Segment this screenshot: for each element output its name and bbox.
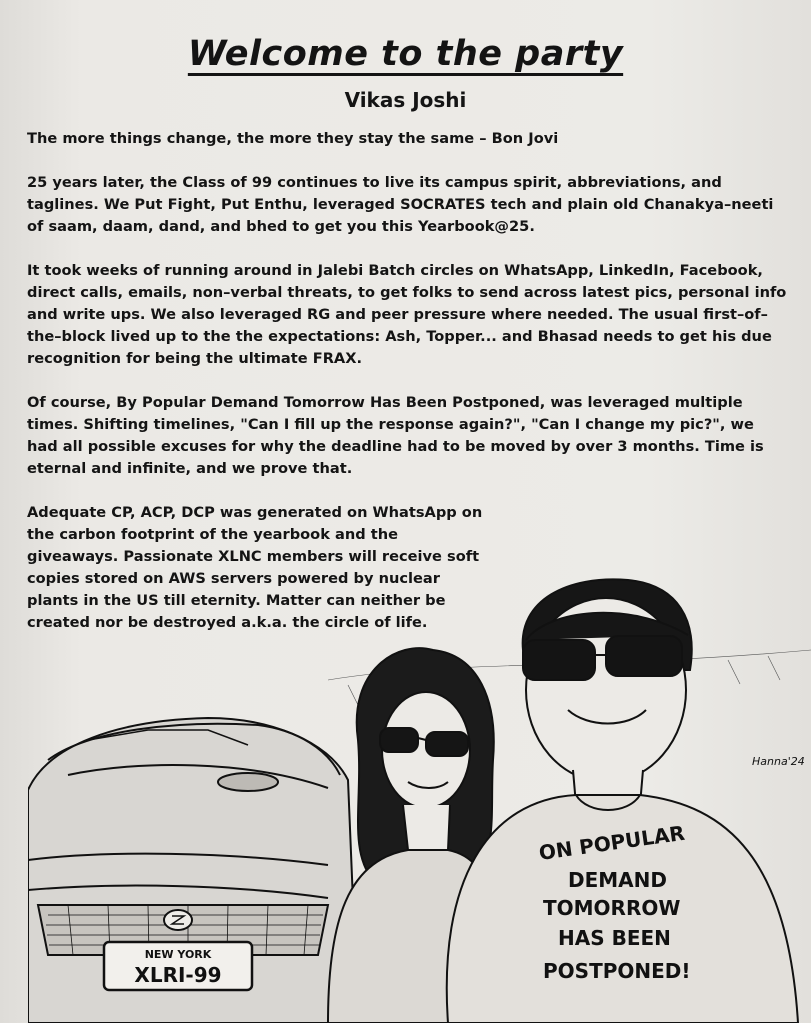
shirt-line-5: POSTPONED! — [543, 959, 691, 983]
shirt-line-3: TOMORROW — [543, 896, 681, 920]
author-name: Vikas Joshi — [344, 88, 467, 112]
page-title — [0, 34, 811, 74]
paragraph-carbon: Adequate CP, ACP, DCP was generated on WhatsApp on the carbon footprint of the yearbook and the giveaways. Passionate XLNC members will receive soft copies stored on AWS servers powered by nuclear plants in the US till eternity. Matter can neither be created nor be destroyed a.k.a. the circle of life. — [27, 504, 483, 631]
shirt-slogan — [537, 821, 690, 983]
paragraph-collection: It took weeks of running around in Jalebi Batch circles on WhatsApp, LinkedIn, Facebook, direct calls, emails, non–verbal threats, to get folks to send across latest pics, personal info and write ups. We also leveraged RG and peer pressure where needed. The usual first–of–the–block lived up to the the expectations: Ash, Topper... and Bhasad needs to get his due recognition for being the ultimate FRAX. — [27, 262, 787, 367]
title-text: Welcome to the party — [187, 34, 624, 74]
paragraph-intro: 25 years later, the Class of 99 continues to live its campus spirit, abbreviations, and taglines. We Put Fight, Put Enthu, leveraged SOCRATES tech and plain old Chanakya–neeti of saam, daam, dand, and bhed to get you this Yearbook@25. — [27, 174, 774, 235]
man-caricature — [447, 579, 798, 1023]
artist-signature: Hanna'24 — [752, 755, 805, 768]
shirt-line-4: HAS BEEN — [558, 926, 671, 950]
caricature-illustration — [28, 560, 811, 1023]
shirt-line-2: DEMAND — [568, 868, 667, 892]
plate-number: XLRI-99 — [134, 963, 222, 987]
plate-state: NEW YORK — [144, 948, 212, 961]
paragraph-epigraph: The more things change, the more they stay the same – Bon Jovi — [27, 130, 559, 147]
shirt-line-1: ON POPULAR — [537, 820, 687, 865]
paragraph-deadline: Of course, By Popular Demand Tomorrow Has Been Postponed, was leveraged multiple times. Shifting timelines, "Can I fill up the response again?", "Can I change my pic?", we had all possible excuses for why the deadline had to be moved by over 3 months. Time is eternal and infinite, and we prove that. — [27, 394, 764, 477]
